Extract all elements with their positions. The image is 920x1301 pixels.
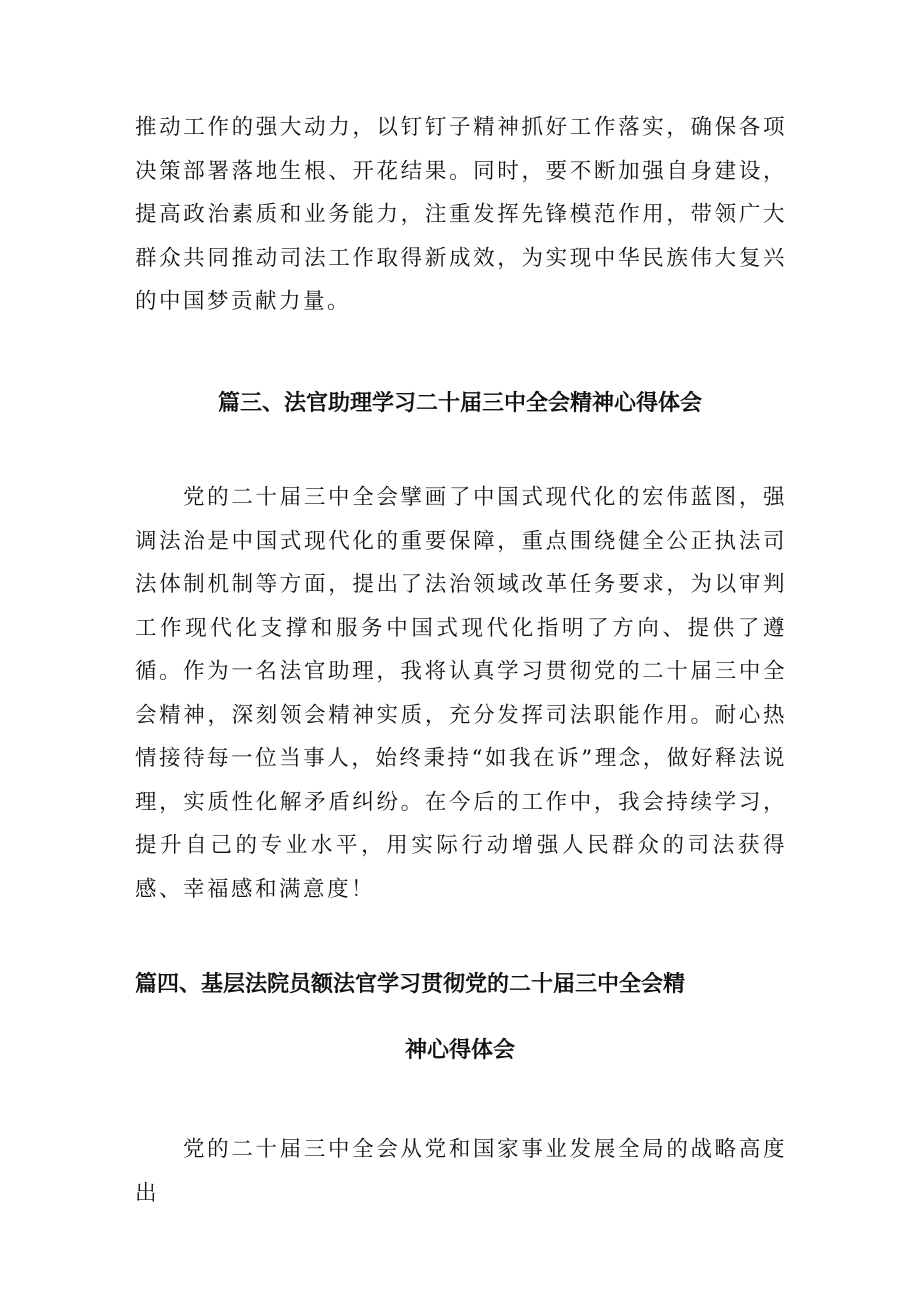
section3-heading: 篇三、法官助理学习二十届三中全会精神心得体会 (217, 391, 702, 416)
section4-heading-line1: 篇四、基层法院员额法官学习贯彻党的二十届三中全会精 (135, 972, 686, 997)
section3-paragraph-1: 党的二十届三中全会擘画了中国式现代化的宏伟蓝图，强调法治是中国式现代化的重要保障，重点围绕健全公正执法司法体制机制等方面，提出了法治领域改革任务要求，为以审判工作现代化支撑和服务中国式现代化指明了方向、提供了遵循。 (135, 485, 787, 684)
section4-heading-line2: 神心得体会 (404, 1038, 515, 1063)
intro-paragraph: 推动工作的强大动力，以钉钉子精神抓好工作落实，确保各项决策部署落地生根、开花结果。同时，要不断加强自身建设，提高政治素质和业务能力，注重发挥先锋模范作用，带领广大群众共同推动司法工作取得新成效，为实现中华民族伟大复兴的中国梦贡献力量。 (135, 115, 787, 314)
section4-paragraph-1: 党的二十届三中全会从党和国家事业发展全局的战略高度出 (135, 1137, 787, 1206)
section3-paragraph-2: 作为一名法官助理，我将认真学习贯彻党的二十届三中全会精神，深刻领会精神实质，充分发挥司法职能作用。耐心热情接待每一位当事人，始终秉持“如我在诉”理念，做好释法说理，实质性化解矛盾纠纷。在今后的工作中，我会持续学习，提升自己的专业水平，用实际行动增强人民群众的司法获得感、幸福感和满意度！ (135, 659, 787, 902)
